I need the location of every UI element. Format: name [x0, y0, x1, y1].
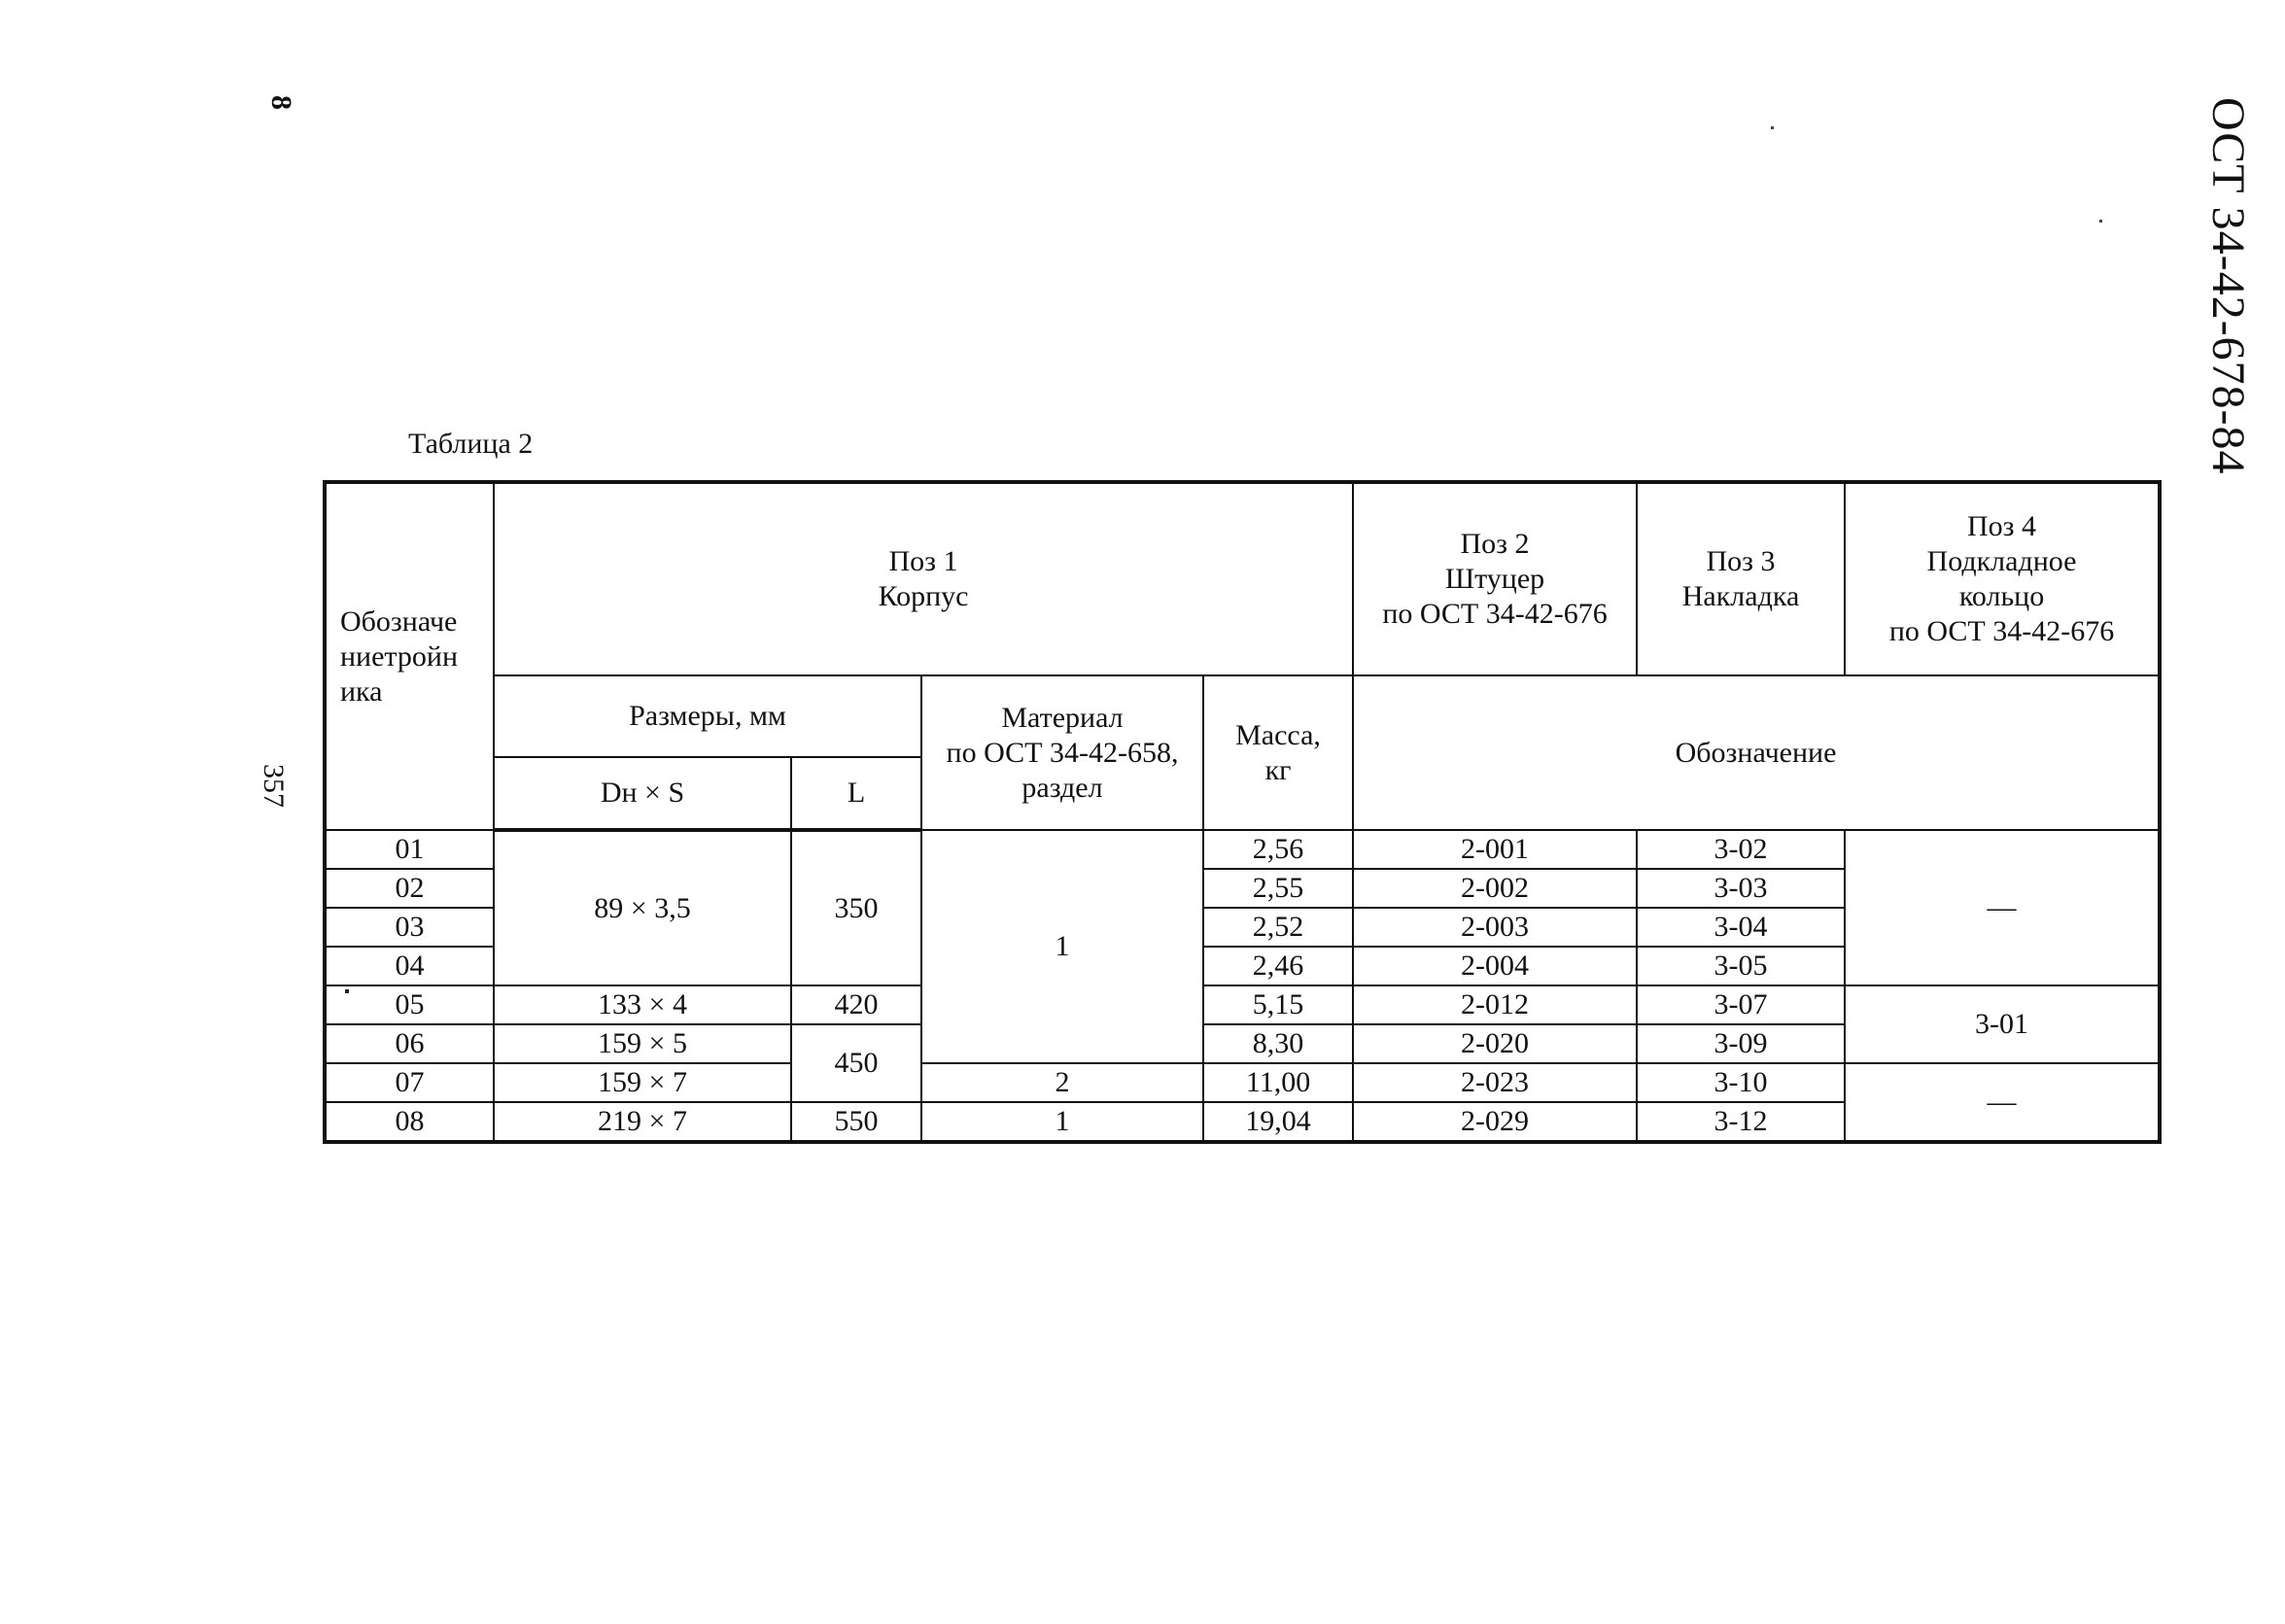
page-number-side: 357 [258, 764, 290, 808]
cell-mass: 5,15 [1203, 985, 1353, 1024]
header-pos2-line1: Поз 2 [1460, 528, 1530, 560]
cell-pos3: 3-02 [1637, 830, 1845, 869]
header-material-line1: Материал [1001, 701, 1124, 734]
header-pos3 [1637, 482, 1845, 675]
cell-material: 1 [921, 1102, 1203, 1142]
cell-pos2: 2-002 [1353, 869, 1637, 908]
cell-pos3: 3-07 [1637, 985, 1845, 1024]
cell-pos2: 2-029 [1353, 1102, 1637, 1142]
cell-pos3: 3-09 [1637, 1024, 1845, 1063]
cell-id: 07 [325, 1063, 494, 1102]
scan-speck [1771, 126, 1774, 129]
header-material [921, 675, 1203, 830]
header-designation-line: ниетройн [340, 639, 459, 673]
table-row [325, 830, 2160, 869]
cell-mass: 8,30 [1203, 1024, 1353, 1063]
cell-id: 08 [325, 1102, 494, 1142]
table-caption: Таблица 2 [408, 428, 534, 460]
header-designation-line: Обозначе [340, 605, 458, 638]
table-row [325, 985, 2160, 1024]
cell-material: 1 [921, 830, 1203, 1063]
header-pos1-line1: Поз 1 [888, 545, 958, 577]
header-sizes: Размеры, мм [494, 675, 921, 757]
cell-dn-s: 89 × 3,5 [494, 830, 791, 985]
header-material-line2: по ОСТ 34-42-658, [946, 736, 1179, 769]
cell-pos4: — [1845, 1063, 2160, 1142]
cell-id: 03 [325, 908, 494, 947]
header-designation-line: ика [340, 674, 383, 708]
cell-pos2: 2-012 [1353, 985, 1637, 1024]
cell-id: 05 [325, 985, 494, 1024]
cell-mass: 2,46 [1203, 947, 1353, 985]
header-material-line3: раздел [1021, 771, 1103, 804]
header-pos4-line3: кольцо [1958, 580, 2045, 612]
header-pos4 [1845, 482, 2160, 675]
header-mass-line2: кг [1264, 753, 1292, 786]
cell-id: 04 [325, 947, 494, 985]
cell-mass: 11,00 [1203, 1063, 1353, 1102]
cell-mass: 2,52 [1203, 908, 1353, 947]
cell-pos3: 3-03 [1637, 869, 1845, 908]
cell-pos4: — [1845, 830, 2160, 985]
cell-pos3: 3-12 [1637, 1102, 1845, 1142]
table-row [325, 1063, 2160, 1102]
header-designation [325, 482, 494, 830]
header-pos4-line1: Поз 4 [1967, 510, 2037, 542]
header-row-2 [325, 675, 2160, 757]
cell-id: 06 [325, 1024, 494, 1063]
header-pos4-line4: по ОСТ 34-42-676 [1888, 615, 2115, 647]
scan-speck [2099, 220, 2102, 223]
header-pos2 [1353, 482, 1637, 675]
cell-id: 01 [325, 830, 494, 869]
cell-pos2: 2-023 [1353, 1063, 1637, 1102]
cell-pos2: 2-020 [1353, 1024, 1637, 1063]
header-pos3-line1: Поз 3 [1706, 545, 1776, 577]
cell-dn-s: 133 × 4 [494, 985, 791, 1024]
cell-l: 550 [791, 1102, 921, 1142]
cell-l: 350 [791, 830, 921, 985]
header-row-1 [325, 482, 2160, 675]
header-pos4-line2: Подкладное [1926, 545, 2077, 577]
cell-l: 420 [791, 985, 921, 1024]
cell-material: 2 [921, 1063, 1203, 1102]
page-number-top: 8 [265, 95, 297, 110]
cell-pos2: 2-004 [1353, 947, 1637, 985]
cell-pos2: 2-003 [1353, 908, 1637, 947]
cell-mass: 2,55 [1203, 869, 1353, 908]
cell-pos3: 3-10 [1637, 1063, 1845, 1102]
header-pos1 [494, 482, 1353, 675]
cell-pos3: 3-05 [1637, 947, 1845, 985]
specification-table [323, 480, 2162, 1144]
cell-pos4: 3-01 [1845, 985, 2160, 1063]
header-mass [1203, 675, 1353, 830]
cell-pos3: 3-04 [1637, 908, 1845, 947]
header-pos1-line2: Корпус [878, 580, 969, 612]
header-pos2-line2: Штуцер [1444, 563, 1545, 595]
header-pos2-line3: по ОСТ 34-42-676 [1382, 598, 1608, 630]
cell-mass: 2,56 [1203, 830, 1353, 869]
cell-dn-s: 159 × 7 [494, 1063, 791, 1102]
document-code: ОСТ 34-42-678-84 [2202, 97, 2254, 475]
cell-id: 02 [325, 869, 494, 908]
header-l: L [791, 757, 921, 830]
cell-mass: 19,04 [1203, 1102, 1353, 1142]
header-designation-group: Обозначение [1353, 675, 2160, 830]
cell-dn-s: 159 × 5 [494, 1024, 791, 1063]
header-dn-s: Dн × S [494, 757, 791, 830]
cell-dn-s: 219 × 7 [494, 1102, 791, 1142]
cell-l: 450 [791, 1024, 921, 1102]
header-mass-line1: Масса, [1235, 718, 1321, 751]
cell-pos2: 2-001 [1353, 830, 1637, 869]
header-pos3-line2: Накладка [1681, 580, 1800, 612]
